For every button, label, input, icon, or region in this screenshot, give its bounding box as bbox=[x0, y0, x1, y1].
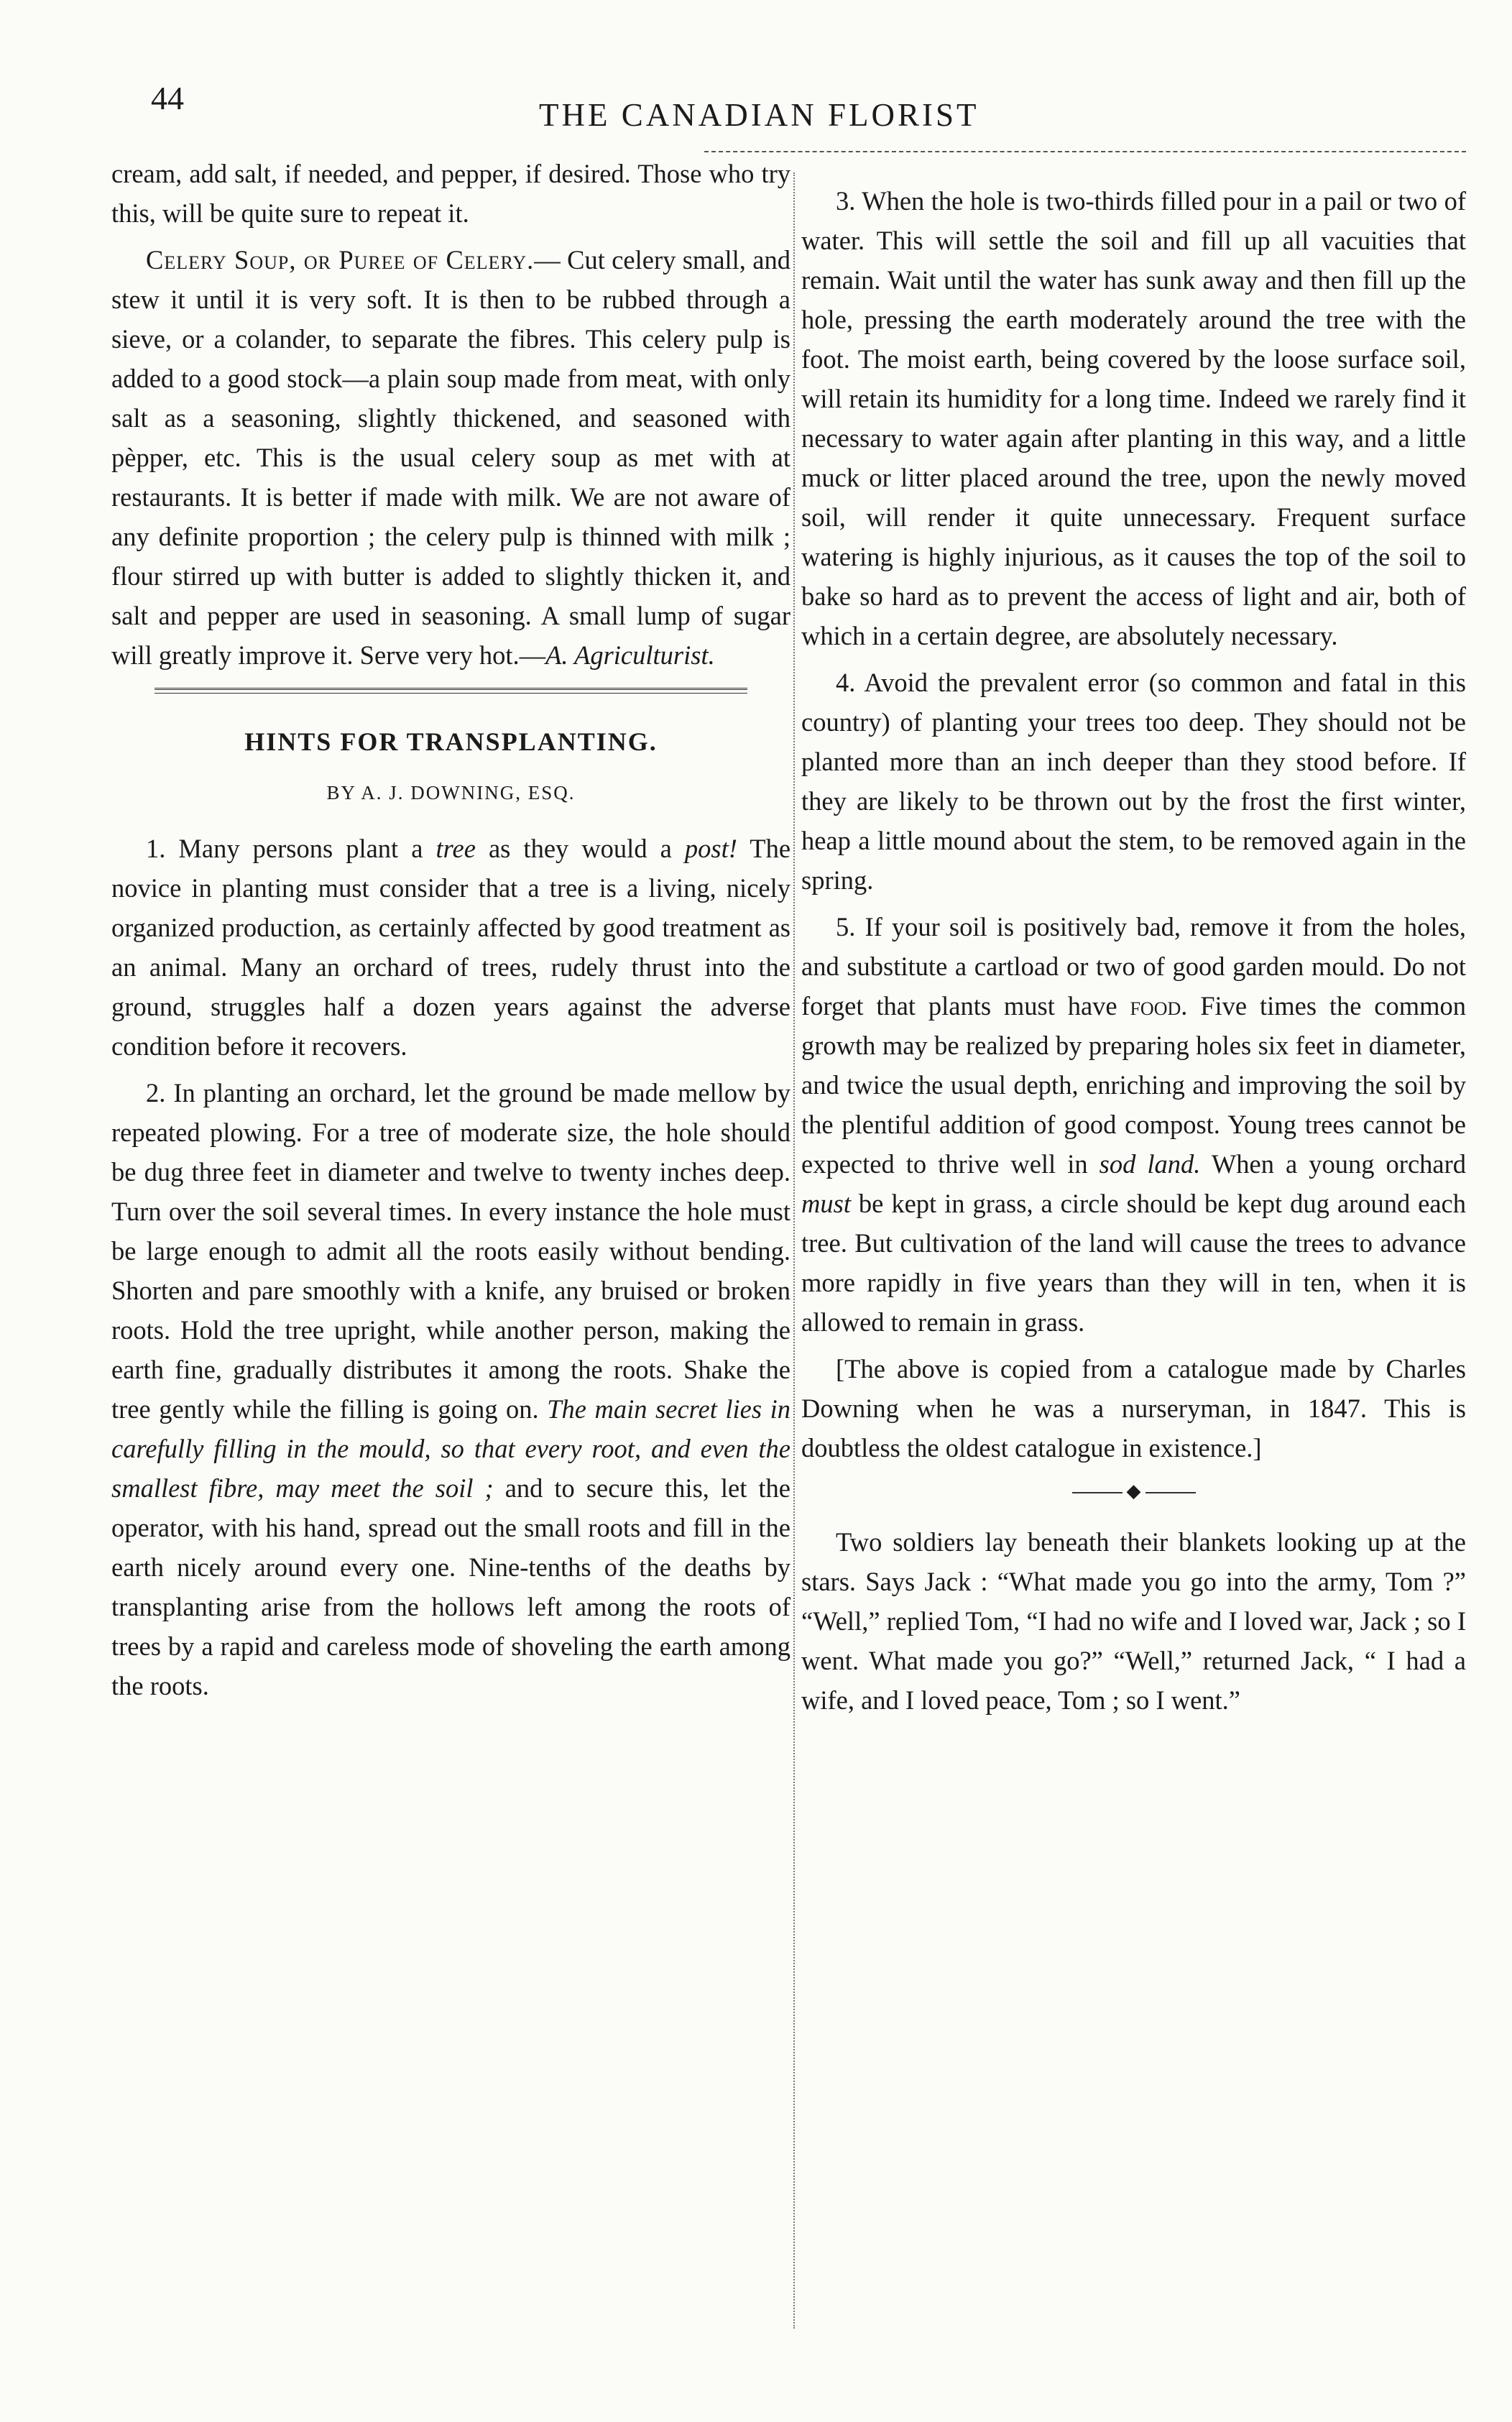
running-title: THE CANADIAN FLORIST bbox=[539, 97, 979, 133]
hint-2-italic: The main secret lies in carefully filling in the mould, so that every root, and even the smallest fibre, may meet the soil ; bbox=[111, 1394, 790, 1503]
hint-1-paragraph bbox=[111, 829, 790, 1066]
hint-5-sod: sod land. bbox=[1099, 1149, 1201, 1179]
section-separator-rule bbox=[155, 688, 747, 694]
soup-recipe-continuation: cream, add salt, if needed, and pepper, if desired. Those who try this, will be quite sure to repeat it. bbox=[111, 159, 790, 228]
celery-soup-text: — Cut celery small, and stew it until it is very soft. It is then to be rubbed through a sieve, or a colander, to separate the fibres. This celery pulp is added to a good stock—a plain soup made from meat, with only salt as a seasoning, slightly thickened, and seasoned with pèpper, etc. This is the usual celery soup as met with at restaurants. It is better if made with milk. We are not aware of any definite proportion ; the celery pulp is thinned with milk ; flour stirred up with butter is added to slightly thicken it, and salt and pepper are used in seasoning. A small lump of sugar will greatly improve it. Serve very hot.— bbox=[111, 245, 790, 670]
hint-5-must: must bbox=[801, 1189, 851, 1218]
column-divider bbox=[793, 172, 795, 2329]
page-number: 44 bbox=[151, 80, 184, 116]
hint-5-mid2: When a young orchard bbox=[1211, 1149, 1467, 1179]
hint-2-text: 2. In planting an orchard, let the ground be made mellow by repeated plowing. For a tree of moderate size, the hole should be dug three feet in diameter and twelve to twenty inches deep. Turn over the soil several times. In every instance the hole must be large enough to admit all the roots easily without bending. Shorten and pare smoothly with a knife, any bruised or broken roots. Hold the tree upright, while another person, making the earth fine, gradually distributes it among the roots. Shake the tree gently while the filling is going on. bbox=[111, 1078, 790, 1424]
hint-5-pre: 5. If your soil is positively bad, remove it from the holes, and substitute a cartload or two of good garden mould. Do not forget that plants must have bbox=[801, 912, 1466, 1021]
hint-4-paragraph: 4. Avoid the prevalent error (so common and fatal in this country) of planting your trees too deep. They should not be planted more than an inch deeper than they stood before. If they are likely to be thrown out by the frost the first winter, heap a little mound about the stem, to be removed again in the spring. bbox=[801, 668, 1466, 895]
right-column bbox=[801, 181, 1466, 1720]
soldiers-anecdote: Two soldiers lay beneath their blankets looking up at the stars. Says Jack : “What made you go into the army, Tom ?” “Well,” replied Tom, “I had no wife and I loved war, Jack ; so I went. What made you go?” “Well,” returned Jack, “ I had a wife, and I loved peace, Tom ; so I went.” bbox=[801, 1527, 1466, 1715]
hint-1-rest: The novice in planting must consider that a tree is a living, nicely organized production, as certainly affected by good treatment as an animal. Many an orchard of trees, rudely thrust into the ground, struggles half a dozen years against the adverse condition before it recovers. bbox=[111, 834, 791, 1061]
hint-5-mid: Five times the common growth may be realized by preparing holes six feet in diameter, and twice the usual depth, enriching and improving the soil by the plentiful addition of good compost. Young trees cannot be expected to thrive well in bbox=[801, 991, 1467, 1179]
hint-1-post: post! bbox=[684, 834, 737, 863]
catalogue-note: [The above is copied from a catalogue made by Charles Downing when he was a nurseryman, in 1847. This is doubtless the oldest catalogue in existence.] bbox=[801, 1354, 1466, 1463]
hint-5-paragraph bbox=[801, 907, 1466, 1342]
header-rule bbox=[704, 151, 1466, 152]
hint-2-paragraph bbox=[111, 1073, 790, 1705]
celery-soup-lead: Celery Soup, or Puree of Celery. bbox=[146, 245, 535, 275]
celery-soup-paragraph bbox=[111, 240, 790, 675]
article-heading: HINTS FOR TRANSPLANTING. bbox=[244, 727, 658, 756]
left-column bbox=[111, 154, 790, 1705]
ornament-divider: ◆ bbox=[801, 1481, 1466, 1502]
hint-1-pre: 1. Many persons plant a bbox=[146, 834, 423, 863]
hint-1-tree: tree bbox=[435, 834, 476, 863]
celery-soup-attribution: A. Agriculturist. bbox=[545, 640, 715, 670]
hint-1-mid: as they would a bbox=[488, 834, 672, 863]
hint-5-end: be kept in grass, a circle should be kept dug around each tree. But cultivation of the land will cause the trees to advance more rapidly in five years than they will in ten, when it is allowed to remain in grass. bbox=[801, 1189, 1467, 1337]
hint-5-food: food. bbox=[1130, 991, 1188, 1021]
article-byline: BY A. J. DOWNING, ESQ. bbox=[326, 782, 576, 804]
page-header bbox=[122, 72, 1473, 133]
hint-2-end: and to secure this, let the operator, with his hand, spread out the small roots and fill in the earth nicely around every one. Nine-tenths of the deaths by transplanting arise from the hollows left among the roots of trees by a rapid and careless mode of shoveling the earth among the roots. bbox=[111, 1473, 791, 1700]
hint-3-paragraph: 3. When the hole is two-thirds filled pour in a pail or two of water. This will settle the soil and fill up all vacuities that remain. Wait until the water has sunk away and then fill up the hole, pressing the earth moderately around the tree with the foot. The moist earth, being covered by the loose surface soil, will retain its humidity for a long time. Indeed we rarely find it necessary to water again after planting in this way, and a little muck or litter placed around the tree, upon the newly moved soil, will render it quite unnecessary. Frequent surface watering is highly injurious, as it causes the top of the soil to bake so hard as to prevent the access of light and air, both of which in a certain degree, are absolutely necessary. bbox=[801, 186, 1466, 650]
